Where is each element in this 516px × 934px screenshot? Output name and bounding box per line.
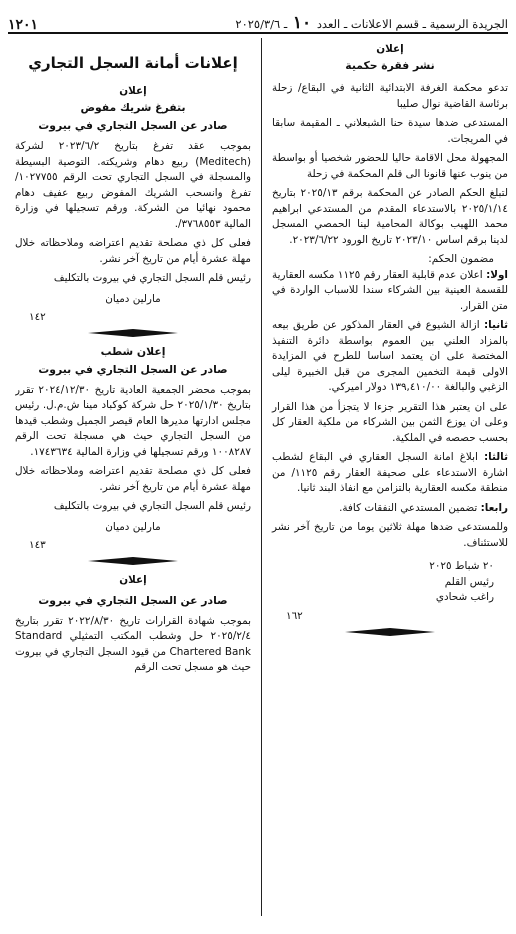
paragraph: المستدعى ضدها سيدة حنا الشبعلاني ـ المقيمة سابقا في المريجات.	[272, 117, 508, 145]
left-column	[15, 36, 261, 916]
ruling-item	[272, 501, 508, 517]
item-text: اعلان عدم قابلية العقار رقم ١١٢٥ مكسه العقارية للقسمة العينية بين الشركاء سندا للاسباب الواردة في متن القرار.	[272, 268, 508, 312]
item-text: ازالة الشيوع في العقار المذكور عن طريق بيعه بالمزاد العلني بين العموم بواسطة دائرة التنفيذ المختصة على ان يعتمد اساسا للطرح في المزايدة الاولى قيمة التخمين المجرى من قبل الخبيرة ليلى الزغبي والبالغة ١٣٩,٤١٠/٠٠ دولار اميركي.	[272, 319, 508, 393]
item-label: ثانيا:	[483, 319, 508, 331]
notice-number: ١٦٢	[286, 609, 303, 622]
paragraph: بموجب شهادة القرارات تاريخ ٢٠٢٢/٨/٣٠ تقرر بتاريخ ٢٠٢٥/٢/٤ حل وشطب المكتب التمثيلي Standard Chartered Bank من قيود السجل التجاري في بيروت حيث هو مسجل تحت الرقم	[15, 614, 251, 673]
paragraph: على ان يعتبر هذا التقرير جزءا لا يتجزأ من هذا القرار وعلى ان يوزع الثمن بين الشركاء من ملكية العقار كل بحسب حصصه في الملكية.	[272, 400, 508, 444]
notice-label: إعلان	[119, 573, 147, 586]
right-column	[262, 36, 508, 916]
item-text: ابلاغ امانة السجل العقاري في البقاع لشطب اشارة الاستدعاء على صحيفة العقار رقم ١١٢٥/ من منطقة مكسه العقارية بالتزامن مع انفاذ البند ثانيا.	[272, 451, 508, 494]
item-label: ثالثا:	[483, 451, 508, 463]
content-label: مضمون الحكم:	[428, 253, 494, 265]
ruling-item	[272, 318, 508, 396]
item-label: اولا:	[486, 268, 508, 281]
column-rule	[261, 38, 262, 916]
notice-label: إعلان شطب	[100, 344, 166, 358]
section-title: إعلانات أمانة السجل التجاري	[28, 54, 238, 72]
ruling-item	[272, 268, 508, 315]
notice-title: نشر فقرة حكمية	[345, 59, 435, 72]
paragraph: وللمستدعى ضدها مهلة ثلاثين يوما من تاريخ آخر نشر للاستئناف.	[272, 521, 508, 549]
paragraph: فعلى كل ذي مصلحة تقديم اعتراضه وملاحظاته خلال مهلة عشرة أيام من تاريخ آخر نشر.	[15, 465, 251, 493]
ornament-divider	[15, 555, 251, 567]
notice-number: ١٤٢	[29, 310, 46, 323]
signer-title: رئيس قلم السجل التجاري في بيروت بالتكليف	[53, 500, 251, 512]
signer-name: مارلين دميان	[105, 292, 161, 305]
item-text: تضمين المستدعي النفقات كافة.	[339, 501, 478, 514]
paragraph: بموجب محضر الجمعية العادية تاريخ ٢٠٢٤/١٢/٣٠ تقرر بتاريخ ٢٠٢٥/١/٣٠ حل شركة كوكباد مينا ش.م.ل. رئيس مجلس ادارتها مديرها العام قيصر الجميل وشطب قيدها من السجل التجاري حيث هي مسجلة تحت الرقم ١٠٠٨٢٨٧ ورقم تسجيلها في وزارة المالية ١٧٤٣٦٣٤.	[15, 383, 252, 458]
paragraph: لتبلغ الحكم الصادر عن المحكمة برقم ٢٠٢٥/١٣ بتاريخ ٢٠٢٥/١/١٤ بالاستدعاء المقدم من المستدعي ابراهيم محمد اللهيب بوكالة المحامية لينا الحمصي المسجل لدينا برقم اساس ٢٠٢٣/١٠ تاريخ الورود ٢٠٢٣/٦/٢٢.	[272, 187, 508, 246]
notice-number: ١٤٣	[29, 538, 46, 551]
two-column-body	[8, 36, 508, 916]
signer-title: رئيس القلم	[444, 575, 494, 588]
notice-issuer: صادر عن السجل التجاري في بيروت	[38, 362, 228, 376]
ornament-divider	[15, 327, 251, 339]
notice-title: بتفرغ شريك مفوض	[80, 101, 186, 114]
signer-name: مارلين دميان	[105, 520, 161, 533]
ornament-divider	[272, 626, 508, 638]
running-title: الجريدة الرسمية ـ قسم الاعلانات ـ العدد	[316, 17, 508, 31]
item-label: رابعا:	[480, 501, 508, 514]
page-number: ١٢٠١	[8, 17, 39, 33]
running-header	[235, 15, 508, 32]
paragraph: المجهولة محل الاقامة حاليا للحضور شخصيا أو بواسطة من ينوب عنها قانونا الى قلم المحكمة في زحلة	[272, 152, 508, 180]
paragraph: بموجب عقد تفرغ بتاريخ ٢٠٢٣/٦/٢ لشركة (Meditech) ربيع دهام وشريكته. التوصية البسيطة والمسجلة في السجل التجاري تحت الرقم ١٠٢٧٧٥٥/ تفرغ وانسحب الشريك المفوض ربيع عفيف دهام محمود نهائيا من الشركة. ورقم تسجيلها في وزارة المالية ٣٧٦٨٥٥٣/.	[15, 140, 251, 230]
notice-issuer: صادر عن السجل التجاري في بيروت	[38, 119, 228, 132]
signer-title: رئيس قلم السجل التجاري في بيروت بالتكليف	[53, 272, 251, 284]
issue-date: ـ ٢٠٢٥/٣/٦	[235, 17, 288, 31]
notice-issuer: صادر عن السجل التجاري في بيروت	[38, 593, 228, 607]
notice-label: إعلان	[119, 85, 147, 97]
paragraph: تدعو محكمة الغرفة الابتدائية الثانية في البقاع/ زحلة برئاسة القاضية نوال صليبا	[272, 82, 508, 110]
page-header	[8, 6, 508, 34]
signer-name: راغب شحادي	[435, 591, 494, 603]
notice-label: إعلان	[376, 43, 404, 55]
issue-number: ١٠	[292, 13, 312, 33]
ruling-item	[272, 450, 508, 497]
signature-date: ٢٠ شباط ٢٠٢٥	[429, 560, 494, 572]
paragraph: فعلى كل ذي مصلحة تقديم اعتراضه وملاحظاته خلال مهلة عشرة أيام من تاريخ آخر نشر.	[15, 237, 251, 265]
